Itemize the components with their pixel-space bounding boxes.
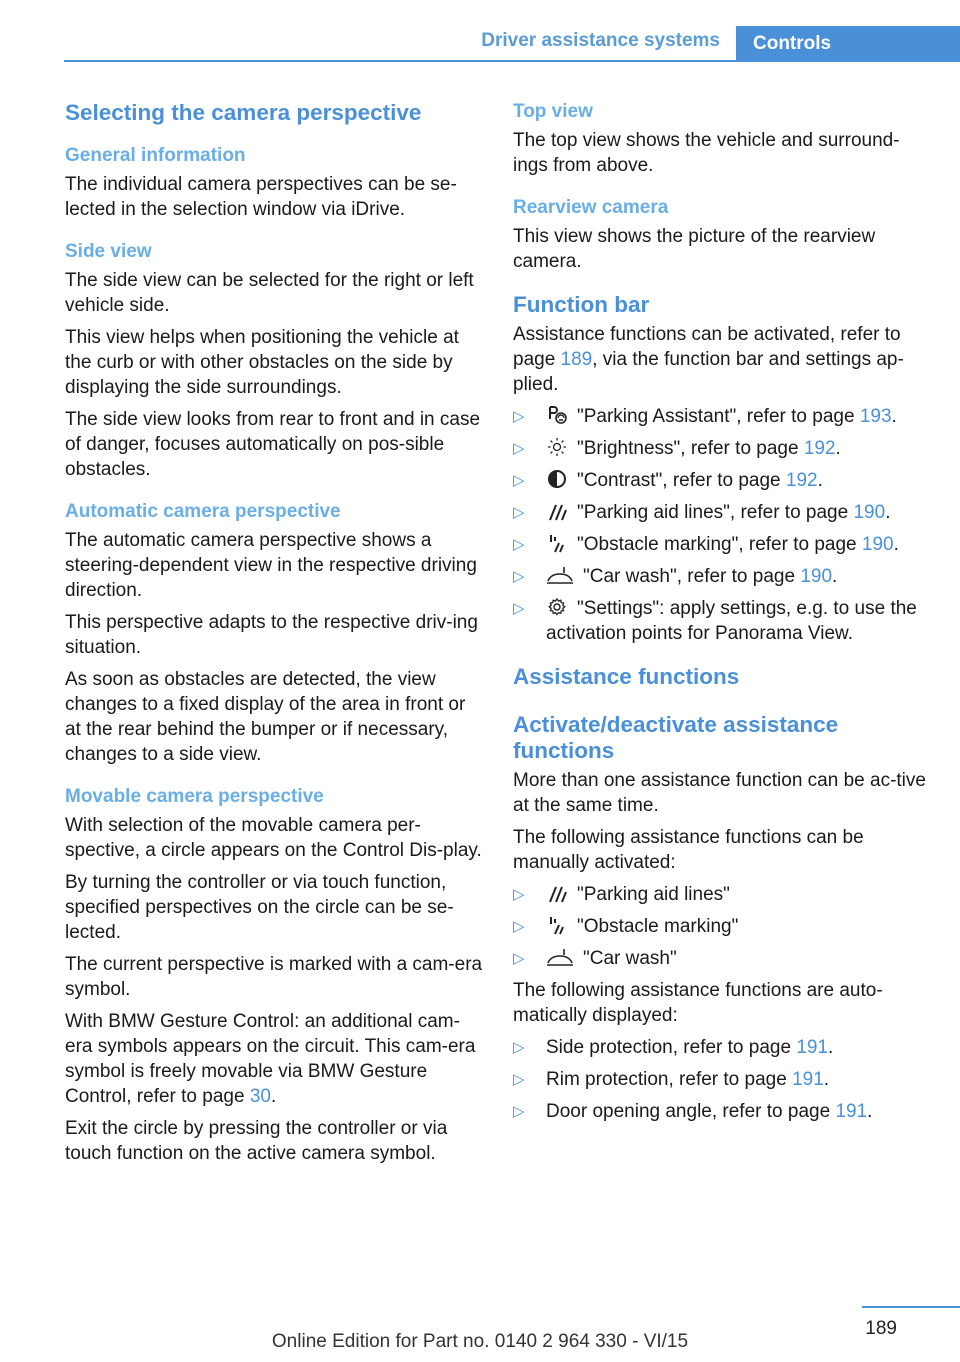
page-link-193[interactable]: 193 [859,406,892,427]
paragraph: As soon as obstacles are detected, the view changes to a fixed display of the area in front or at the rear behind the bumper or if necessary, changes to a side view. [65,669,466,765]
heading-function-bar: Function bar [513,292,650,317]
list-item: ▷ "Parking aid lines", refer to page 190. [513,500,933,525]
parking-assistant-icon [546,405,568,425]
list-item: ▷ "Obstacle marking", refer to page 190. [513,532,933,557]
subheading-movable-camera-perspective: Movable camera perspective [65,786,324,807]
paragraph: The following assistance functions can be manually activated: [513,827,864,873]
footer-rule [862,1306,960,1308]
paragraph: The individual camera perspectives can be se‐lected in the selection window via iDrive. [65,174,457,220]
parking-aid-lines-icon [546,501,568,521]
paragraph: This view helps when positioning the vehicle at the curb or with other obstacles on the side by displaying the side surroundings. [65,327,459,398]
contrast-icon [546,469,568,489]
list-item: ▷ "Parking aid lines" [513,882,933,907]
heading-activate-deactivate: Activate/deactivate assistance functions [513,712,839,763]
header-section-title: Driver assistance systems [481,30,720,51]
paragraph: Assistance functions can be activated, refer to page 189, via the function bar and settings ap‐plied. [513,324,904,395]
page-link-190[interactable]: 190 [853,502,886,523]
list-item: ▷ "Contrast", refer to page 192. [513,468,933,493]
subheading-general-information: General information [65,145,246,166]
list-item: ▷ "Brightness", refer to page 192. [513,436,933,461]
paragraph: The current perspective is marked with a cam‐era symbol. [65,954,483,1000]
page-number: 189 [865,1318,897,1339]
section-title: Selecting the camera perspective [65,100,422,125]
list-item: ▷ Door opening angle, refer to page 191. [513,1099,933,1124]
paragraph: The side view can be selected for the right or left vehicle side. [65,270,474,316]
page-link-190[interactable]: 190 [800,566,833,587]
subheading-top-view: Top view [513,101,593,122]
page-link-190[interactable]: 190 [861,534,894,555]
subheading-rearview-camera: Rearview camera [513,197,669,218]
manual-functions-list [513,882,933,971]
paragraph: By turning the controller or via touch function, specified perspectives on the circle can be se‐lected. [65,872,454,943]
page-link-30[interactable]: 30 [249,1086,271,1107]
page-link-189[interactable]: 189 [560,349,593,370]
header-chapter-tab: Controls [736,26,960,61]
obstacle-marking-icon [546,533,568,553]
page-link-192[interactable]: 192 [803,438,836,459]
footer-edition: Online Edition for Part no. 0140 2 964 330 - VI/15 [271,1331,689,1352]
list-item: ▷ "Obstacle marking" [513,914,933,939]
list-item: ▷ Rim protection, refer to page 191. [513,1067,933,1092]
left-column [65,100,485,1173]
list-item: ▷ "Settings": apply settings, e.g. to use the activation points for Panorama View. [513,596,933,646]
list-item: ▷ "Car wash", refer to page 190. [513,564,933,589]
paragraph: The side view looks from rear to front and in case of danger, focuses automatically on pos‐sible obstacles. [65,409,481,480]
settings-icon [546,597,568,617]
page-header [0,0,960,62]
paragraph: This view shows the picture of the rearview camera. [513,226,876,272]
paragraph: The automatic camera perspective shows a steering-dependent view in the respective driving direction. [65,530,477,601]
page-link-191[interactable]: 191 [792,1069,824,1090]
paragraph: With BMW Gesture Control: an additional cam‐era symbols appears on the circuit. This cam‐era symbol is freely movable via BMW Gesture Control, refer to page 30. [65,1011,476,1107]
right-column [513,100,933,1131]
parking-aid-lines-icon [546,883,568,903]
paragraph: The top view shows the vehicle and surround‐ings from above. [513,130,900,176]
car-wash-icon [546,565,574,585]
page-link-191[interactable]: 191 [796,1037,829,1058]
automatic-functions-list [513,1035,933,1124]
paragraph: With selection of the movable camera per‐spective, a circle appears on the Control Dis‐play. [65,815,482,861]
obstacle-marking-icon [546,915,568,935]
heading-assistance-functions: Assistance functions [513,664,740,689]
paragraph: This perspective adapts to the respective driv‐ing situation. [65,612,478,658]
function-bar-list [513,404,933,646]
paragraph: Exit the circle by pressing the controller or via touch function on the active camera symbol. [65,1118,448,1164]
page-link-191[interactable]: 191 [835,1101,868,1122]
subheading-automatic-camera-perspective: Automatic camera perspective [65,501,341,522]
header-rule [64,60,960,62]
list-item: ▷ "Parking Assistant", refer to page 193. [513,404,933,429]
paragraph: The following assistance functions are auto‐matically displayed: [513,980,883,1026]
car-wash-icon [546,947,574,967]
list-item: ▷ Side protection, refer to page 191. [513,1035,933,1060]
subheading-side-view: Side view [65,241,152,262]
paragraph: More than one assistance function can be ac‐tive at the same time. [513,770,926,816]
page-link-192[interactable]: 192 [785,470,818,491]
list-item: ▷ "Car wash" [513,946,933,971]
brightness-icon [546,437,568,457]
